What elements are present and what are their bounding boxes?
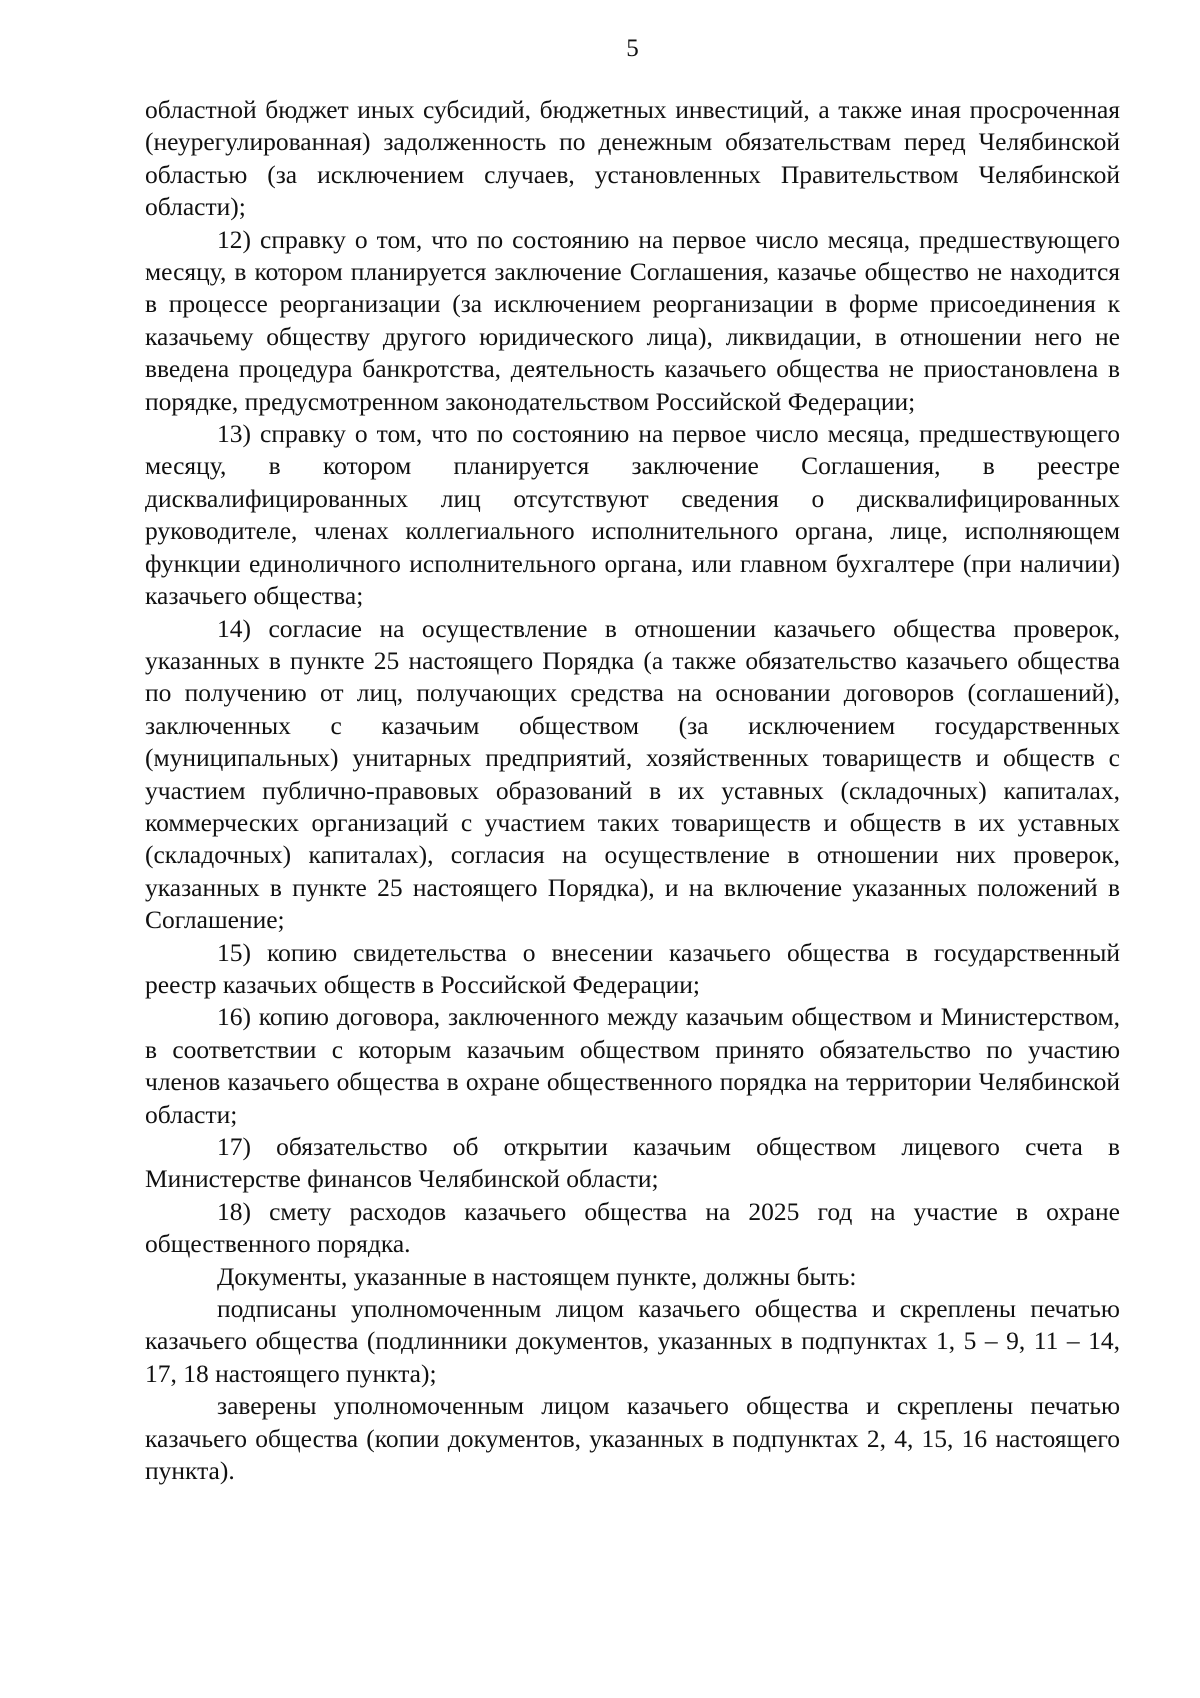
paragraph-item-12: 12) справку о том, что по состоянию на первое число месяца, предшествующего месяцу, в котором планируется заключение Соглашения, казачье общество не находится в процессе реорганизации (за исключением реорганизации в форме присоединения к казачьему обществу другого юридического лица), ликвидации, в отношении него не введена процедура банкротства, деятельность казачьего общества не приостановлена в порядке, предусмотренном законодательством Российской Федерации; — [145, 224, 1120, 416]
paragraph-item-17: 17) обязательство об открытии казачьим обществом лицевого счета в Министерстве финансов Челябинской области; — [145, 1132, 1120, 1194]
page-number: 5 — [626, 35, 639, 62]
paragraph-certified-copies: заверены уполномоченным лицом казачьего общества и скреплены печатью казачьего общества (копии документов, указанных в подпунктах 2, 4, 15, 16 настоящего пункта). — [145, 1391, 1120, 1486]
paragraph-documents-intro: Документы, указанные в настоящем пункте, должны быть: — [217, 1261, 857, 1291]
paragraph-item-14: 14) согласие на осуществление в отношении казачьего общества проверок, указанных в пункте 25 настоящего Порядка (а также обязательство казачьего общества по получению от лиц, получающих средства на основании договоров (соглашений), заключенных с казачьим обществом (за исключением государственных (муниципальных) унитарных предприятий, хозяйственных товариществ и обществ с участием публично-правовых образований в их уставных (складочных) капиталах, коммерческих организаций с участием таких товариществ и обществ в их уставных (складочных) капиталах), согласия на осуществление в отношении них проверок, указанных в пункте 25 настоящего Порядка), и на включение указанных положений в Соглашение; — [145, 613, 1120, 935]
paragraph-item-15: 15) копию свидетельства о внесении казачьего общества в государственный реестр казачьих обществ в Российской Федерации; — [145, 937, 1120, 999]
paragraph-signed-originals: подписаны уполномоченным лицом казачьего общества и скреплены печатью казачьего общества (подлинники документов, указанных в подпунктах 1, 5 – 9, 11 – 14, 17, 18 настоящего пункта); — [145, 1294, 1120, 1388]
paragraph-item-13: 13) справку о том, что по состоянию на первое число месяца, предшествующего месяцу, в котором планируется заключение Соглашения, в реестре дисквалифицированных лиц отсутствуют сведения о дисквалифицированных руководителе, членах коллегиального исполнительного органа, лице, исполняющем функции единоличного исполнительного органа, или главном бухгалтере (при наличии) казачьего общества; — [145, 419, 1120, 611]
paragraph-continuation: областной бюджет иных субсидий, бюджетных инвестиций, а также иная просроченная (неурегулированная) задолженность по денежным обязательствам перед Челябинской областью (за исключением случаев, установленных Правительством Челябинской области); — [145, 95, 1120, 222]
document-body — [145, 94, 1120, 1487]
paragraph-item-16: 16) копию договора, заключенного между казачьим обществом и Министерством, в соответствии с которым казачьим обществом принято обязательство по участию членов казачьего общества в охране общественного порядка на территории Челябинской области; — [145, 1002, 1120, 1129]
paragraph-item-18: 18) смету расходов казачьего общества на 2025 год на участие в охране общественного порядка. — [145, 1196, 1120, 1259]
